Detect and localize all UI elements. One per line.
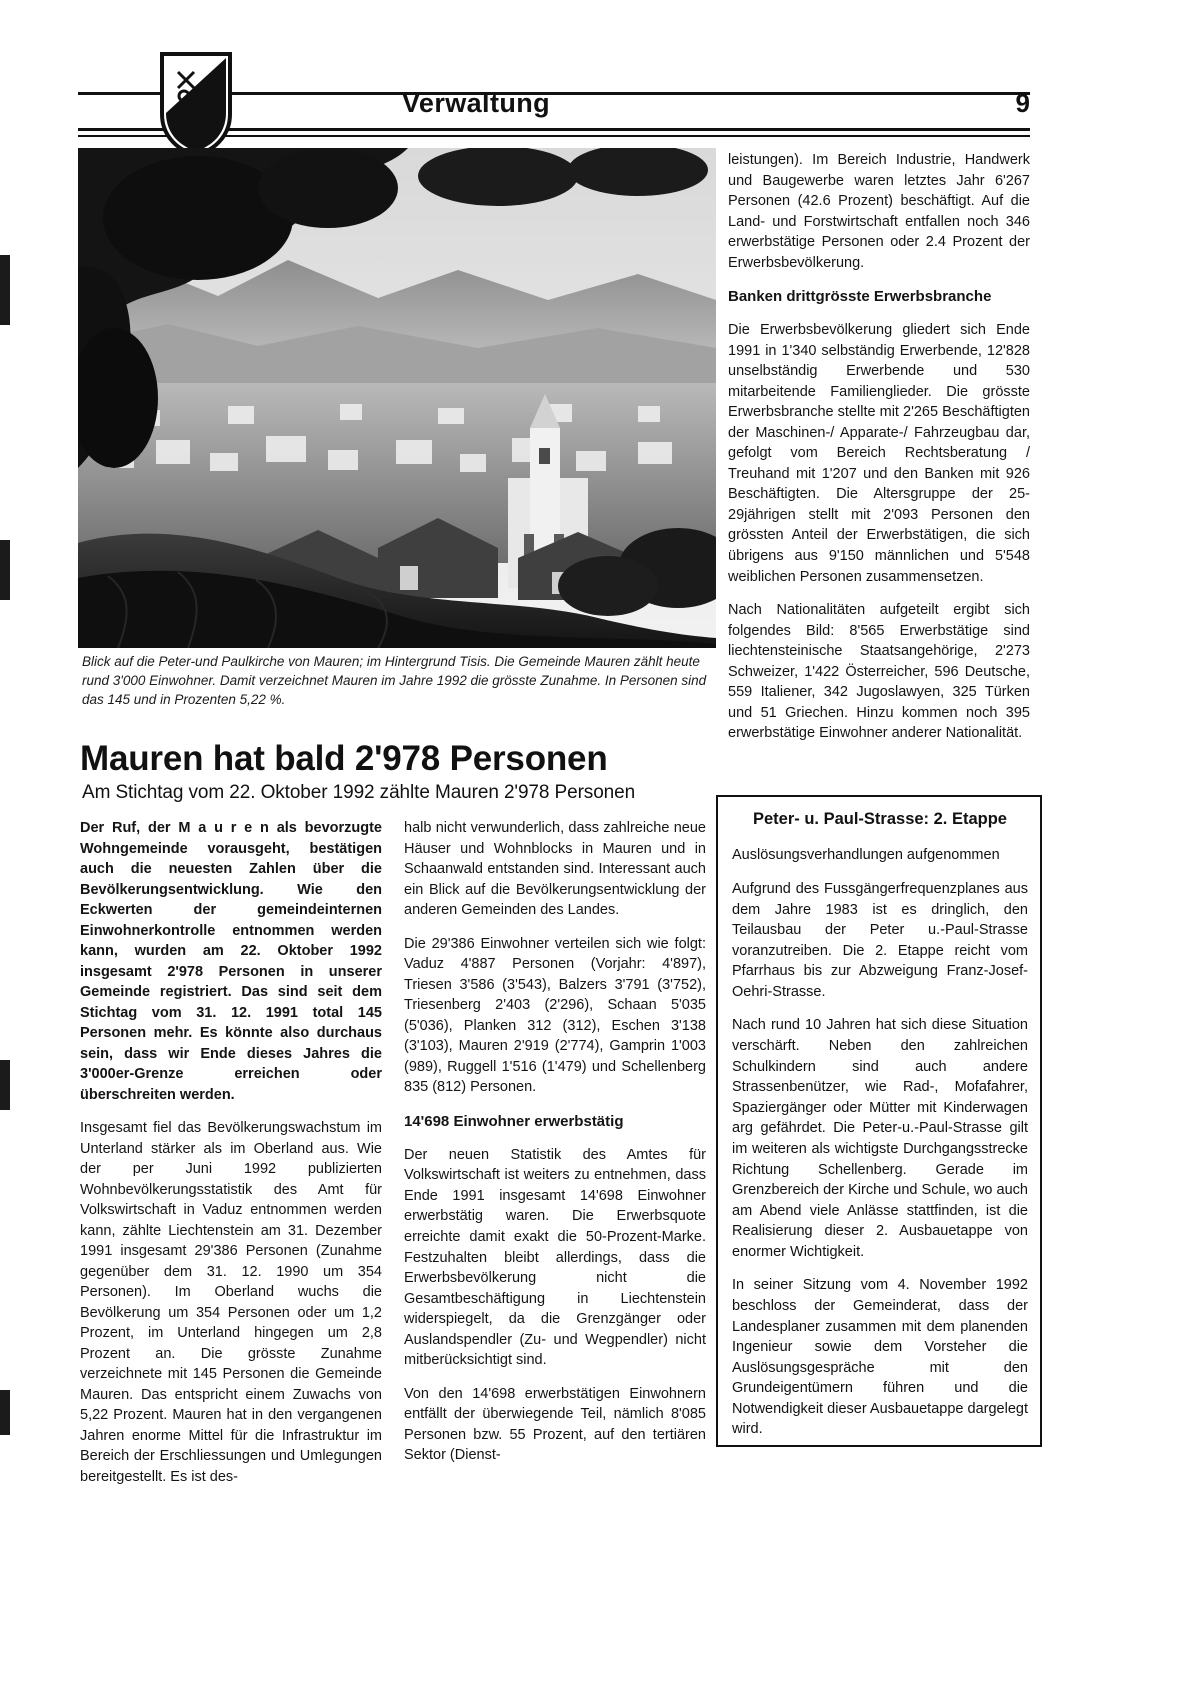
section-heading-erwerbstaetig: 14'698 Einwohner erwerbstätig (404, 1112, 624, 1130)
photo-caption: Blick auf die Peter-und Paulkirche von Mauren; im Hintergrund Tisis. Die Gemeinde Mauren zählt heute rund 3'000 Einwohner. Damit verzeichnet Mauren im Jahre 1992 die grösste Zunahme. In Personen sind das 145 und in Prozenten 5,22 %. (82, 654, 707, 708)
sidebar-box-content (732, 808, 1028, 1453)
page-number: 9 (1015, 88, 1030, 118)
paragraph: In seiner Sitzung vom 4. November 1992 beschloss der Gemeinderat, dass der Landesplaner zusammen mit dem planenden Ingenieur sowie dem Vorsteher die Auslösungsgespräche mit den Grundeigentümern führen und die Notwendigkeit dieser Ausbauetappe dargelegt wird. (732, 1277, 1028, 1438)
scan-edge-mark (0, 1060, 10, 1110)
paragraph: Aufgrund des Fussgängerfrequenzplanes aus dem Jahre 1983 ist es dringlich, den Teilausbau der Peter u.-Paul-Strasse voranzutreiben. Die 2. Etappe reicht vom Pfarrhaus bis zur Abzweigung Franz-Josef-Oehri-Strasse. (732, 881, 1028, 1000)
paragraph: Auslösungsverhandlungen aufgenommen (732, 847, 1000, 864)
paragraph: Der neuen Statistik des Amtes für Volkswirtschaft ist weiters zu entnehmen, dass Ende 1991 insgesamt 14'698 Einwohner erwerbstätig waren. Die Erwerbsquote erreichte damit exakt die 50-Prozent-Marke. Festzuhalten bleibt allerdings, dass die Erwerbsbevölkerung nicht die Gesamtbeschäftigung in Liechtenstein widerspiegelt, da die Grenzgänger oder Auslandspendler (Zu- und Wegpendler) nicht mitberücksichtigt sind. (404, 1146, 706, 1369)
body-column-3 (728, 150, 1030, 757)
paragraph: Nach rund 10 Jahren hat sich diese Situation verschärft. Neben den zahlreichen Schulkindern sind auch andere Strassenbenützer, wie Rad-, Mofafahrer, Spaziergänger oder Mütter mit Kinderwagen arg gefährdet. Die Peter-u.-Paul-Strasse gilt im weiteren als wichtigste Durchgangsstrecke Richtung Schellenberg. Gerade im Grenzbereich der Kirche und Schule, wo auch am Abend viele Anlässe stattfinden, ist die Realisierung dieser 2. Ausbauetappe von enormer Wichtigkeit. (732, 1017, 1028, 1260)
paragraph: leistungen). Im Bereich Industrie, Handwerk und Baugewerbe waren letztes Jahr 6'267 Personen (42.6 Prozent) beschäftigt. Auf die Land- und Forstwirtschaft entfallen noch 346 erwerbstätige Personen oder 2.4 Prozent der Erwerbsbevölkerung. (728, 152, 1030, 271)
section-heading-banken: Banken drittgrösste Erwerbsbranche (728, 288, 992, 306)
paragraph: Von den 14'698 erwerbstätigen Einwohnern entfällt der überwiegende Teil, nämlich 8'085 Personen bzw. 55 Prozent, auf den tertiären Sektor (Dienst- (404, 1385, 706, 1464)
paragraph: Nach Nationalitäten aufgeteilt ergibt sich folgendes Bild: 8'565 Erwerbstätige sind liechtensteinische Staatsangehörige, 2'273 Schweizer, 1'422 Österreicher, 596 Deutsche, 559 Italiener, 342 Jugoslawyen, 325 Türken und 51 Griechen. Hinzu kommen noch 395 erwerbstätige Einwohner anderer Nationalität. (728, 602, 1030, 742)
body-column-2 (404, 818, 706, 1479)
scan-edge-mark (0, 255, 10, 325)
paragraph: Die Erwerbsbevölkerung gliedert sich Ende 1991 in 1'340 selbständig Erwerbende, 12'828 unselbständig Erwerbende und 530 mitarbeitende Familienglieder. Die grösste Erwerbsbranche stellte mit 2'265 Beschäftigten der Maschinen-/ Apparate-/ Fahrzeugbau dar, gefolgt vom Bereich Rechtsberatung / Treuhand mit 1'207 und den Banken mit 926 Beschäftigten. Die Altersgruppe der 25-29jährigen stellt mit 2'093 Personen den grössten Anteil der Erwerbstätigen, die sich übrigens aus 9'150 männlichen und 5'548 weiblichen Personen zusammensetzen. (728, 322, 1030, 585)
paragraph: Insgesamt fiel das Bevölkerungswachstum im Unterland stärker als im Oberland aus. Wie der per Juni 1992 publizierten Wohnbevölkerungsstatistik des Amt für Volkswirtschaft in Vaduz entnommen werden kann, zählte Liechtenstein am 31. Dezember 1991 insgesamt 29'386 Personen (Zunahme gegenüber dem 31. 12. 1990 um 354 Personen). Im Oberland wuchs die Bevölkerung um 354 Personen oder um 1,2 Prozent, im Unterland hingegen um 2,8 Prozent an. Die grösste Zunahme verzeichnete mit 145 Personen die Gemeinde Mauren. Das entspricht einem Zuwachs von 5,22 Prozent. Mauren hat in den vergangenen Jahren enorme Mittel für die Infrastruktur im Bereich der Erschliessungen und Umlegungen bereitgestellt. Es ist des- (80, 1120, 382, 1485)
article-headline: Mauren hat bald 2'978 Personen (80, 739, 608, 779)
body-column-1 (80, 818, 382, 1501)
paragraph: Die 29'386 Einwohner verteilen sich wie folgt: Vaduz 4'887 Personen (Vorjahr: 4'897), Triesen 3'586 (3'543), Balzers 3'791 (3'752), Triesenberg 2'403 (2'296), Schaan 5'035 (5'036), Planken 312 (312), Eschen 3'138 (3'103), Mauren 2'919 (2'774), Gamprin 1'003 (989), Ruggell 1'516 (1'479) und Schellenberg 835 (812) Personen. (404, 935, 706, 1096)
article-subhead: Am Stichtag vom 22. Oktober 1992 zählte Mauren 2'978 Personen (82, 782, 636, 803)
scan-edge-mark (0, 1390, 10, 1435)
paragraph: Der Ruf, der M a u r e n als bevorzugte Wohngemeinde vorausgeht, bestätigen auch die neuesten Zahlen über die Bevölkerungsentwicklung. Wie den Eckwerten der gemeindeinternen Einwohnerkontrolle entnommen werden kann, wurden am 22. Oktober 1992 insgesamt 2'978 Personen in unserer Gemeinde registriert. Das sind seit dem Stichtag vom 31. 12. 1991 total 145 Personen mehr. Es könnte also durchaus sein, dass wir Ende dieses Jahres die 3'000er-Grenze erreichen oder überschreiten werden. (80, 820, 382, 1103)
sidebar-box-title: Peter- u. Paul-Strasse: 2. Etappe (752, 810, 1007, 828)
page-title: Verwaltung (401, 88, 551, 118)
scan-edge-mark (0, 540, 10, 600)
paragraph: halb nicht verwunderlich, dass zahlreiche neue Häuser und Wohnblocks in Mauren und in Schaanwald entstanden sind. Interessant auch ein Blick auf die Bevölkerungsentwicklung der anderen Gemeinden des Landes. (404, 820, 706, 919)
village-panorama-photo (78, 148, 716, 648)
